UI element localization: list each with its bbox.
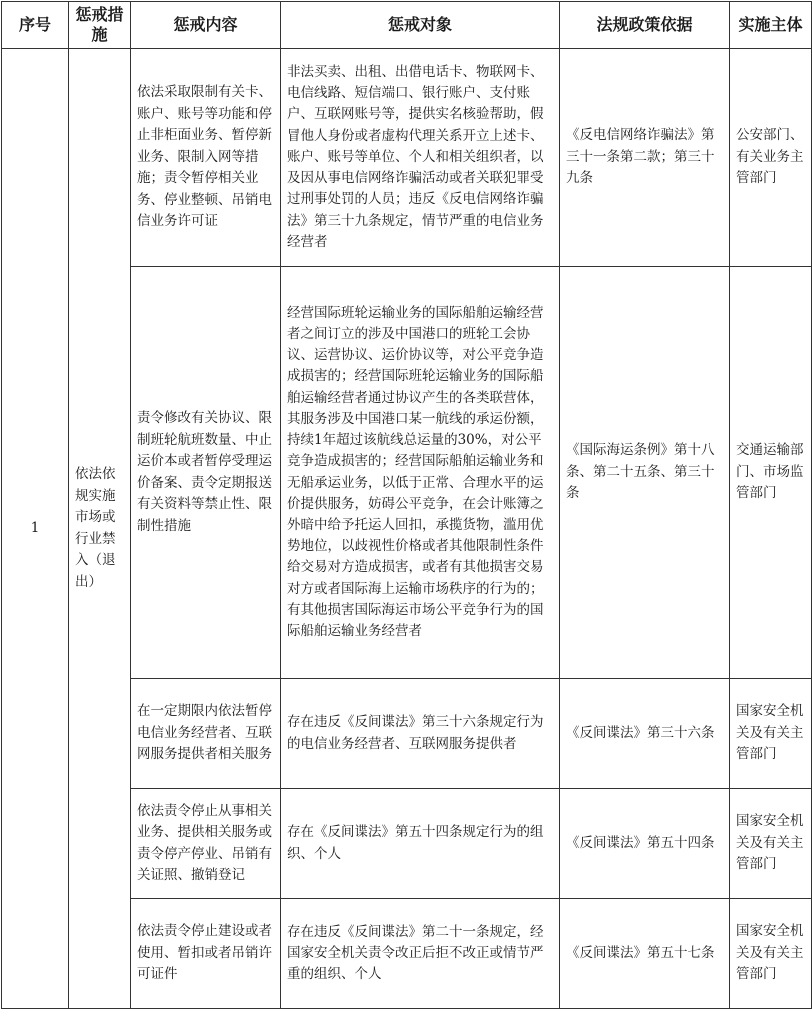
content-cell: 责令修改有关协议、限制班轮航班数量、中止运价本或者暂停受理运价备案、责令定期报送有关资料等禁止性、限制性措施 [131, 267, 281, 679]
agency-cell: 国家安全机关及有关主管部门 [730, 899, 812, 1009]
header-content: 惩戒内容 [131, 2, 281, 49]
header-agency: 实施主体 [730, 2, 812, 49]
content-cell: 依法责令停止从事相关业务、提供相关服务或责令停产停业、吊销有关证照、撤销登记 [131, 789, 281, 899]
seq-cell: 1 [2, 49, 69, 1009]
basis-cell: 《反间谍法》第五十四条 [560, 789, 730, 899]
table-row [2, 49, 812, 267]
measure-cell: 依法依规实施市场或行业禁入（退出） [69, 49, 131, 1009]
header-measure: 惩戒措施 [69, 2, 131, 49]
basis-cell: 《反电信网络诈骗法》第三十一条第二款；第三十九条 [560, 49, 730, 267]
agency-cell: 公安部门、有关业务主管部门 [730, 49, 812, 267]
punishment-table [1, 1, 812, 1009]
basis-cell: 《反间谍法》第五十七条 [560, 899, 730, 1009]
basis-cell: 《国际海运条例》第十八条、第二十五条、第三十条 [560, 267, 730, 679]
content-cell: 依法采取限制有关卡、账户、账号等功能和停止非柜面业务、暂停新业务、限制入网等措施；责令暂停相关业务、停业整顿、吊销电信业务许可证 [131, 49, 281, 267]
target-cell: 非法买卖、出租、出借电话卡、物联网卡、电信线路、短信端口、银行账户、支付账户、互联网账号等，提供实名核验帮助，假冒他人身份或者虚构代理关系开立上述卡、账户、账号等单位、个人和相关组织者，以及因从事电信网络诈骗活动或者关联犯罪受过刑事处罚的人员；违反《反电信网络诈骗法》第三十九条规定，情节严重的电信业务经营者 [281, 49, 560, 267]
agency-cell: 国家安全机关及有关主管部门 [730, 679, 812, 789]
agency-cell: 国家安全机关及有关主管部门 [730, 789, 812, 899]
target-cell: 经营国际班轮运输业务的国际船舶运输经营者之间订立的涉及中国港口的班轮工会协议、运营协议、运价协议等，对公平竞争造成损害的；经营国际班轮运输业务的国际船舶运输经营者通过协议产生的各类联营体，其服务涉及中国港口某一航线的承运份额，持续1年超过该航线总运量的30%，对公平竞争造成损害的；经营国际船舶运输业务和无船承运业务，以低于正常、合理水平的运价提供服务，妨碍公平竞争，在会计账簿之外暗中给予托运人回扣，承揽货物，滥用优势地位，以歧视性价格或者其他限制性条件给交易对方造成损害，或者有其他损害交易对方或者国际海上运输市场秩序的行为的；有其他损害国际海运市场公平竞争行为的国际船舶运输业务经营者 [281, 267, 560, 679]
target-cell: 存在违反《反间谍法》第三十六条规定行为的电信业务经营者、互联网服务提供者 [281, 679, 560, 789]
agency-cell: 交通运输部门、市场监管部门 [730, 267, 812, 679]
target-cell: 存在违反《反间谍法》第二十一条规定，经国家安全机关责令改正后拒不改正或情节严重的组织、个人 [281, 899, 560, 1009]
basis-cell: 《反间谍法》第三十六条 [560, 679, 730, 789]
header-basis: 法规政策依据 [560, 2, 730, 49]
target-cell: 存在《反间谍法》第五十四条规定行为的组织、个人 [281, 789, 560, 899]
header-target: 惩戒对象 [281, 2, 560, 49]
header-row [2, 2, 812, 49]
content-cell: 依法责令停止建设或者使用、暂扣或者吊销许可证件 [131, 899, 281, 1009]
content-cell: 在一定期限内依法暂停电信业务经营者、互联网服务提供者相关服务 [131, 679, 281, 789]
header-seq: 序号 [2, 2, 69, 49]
